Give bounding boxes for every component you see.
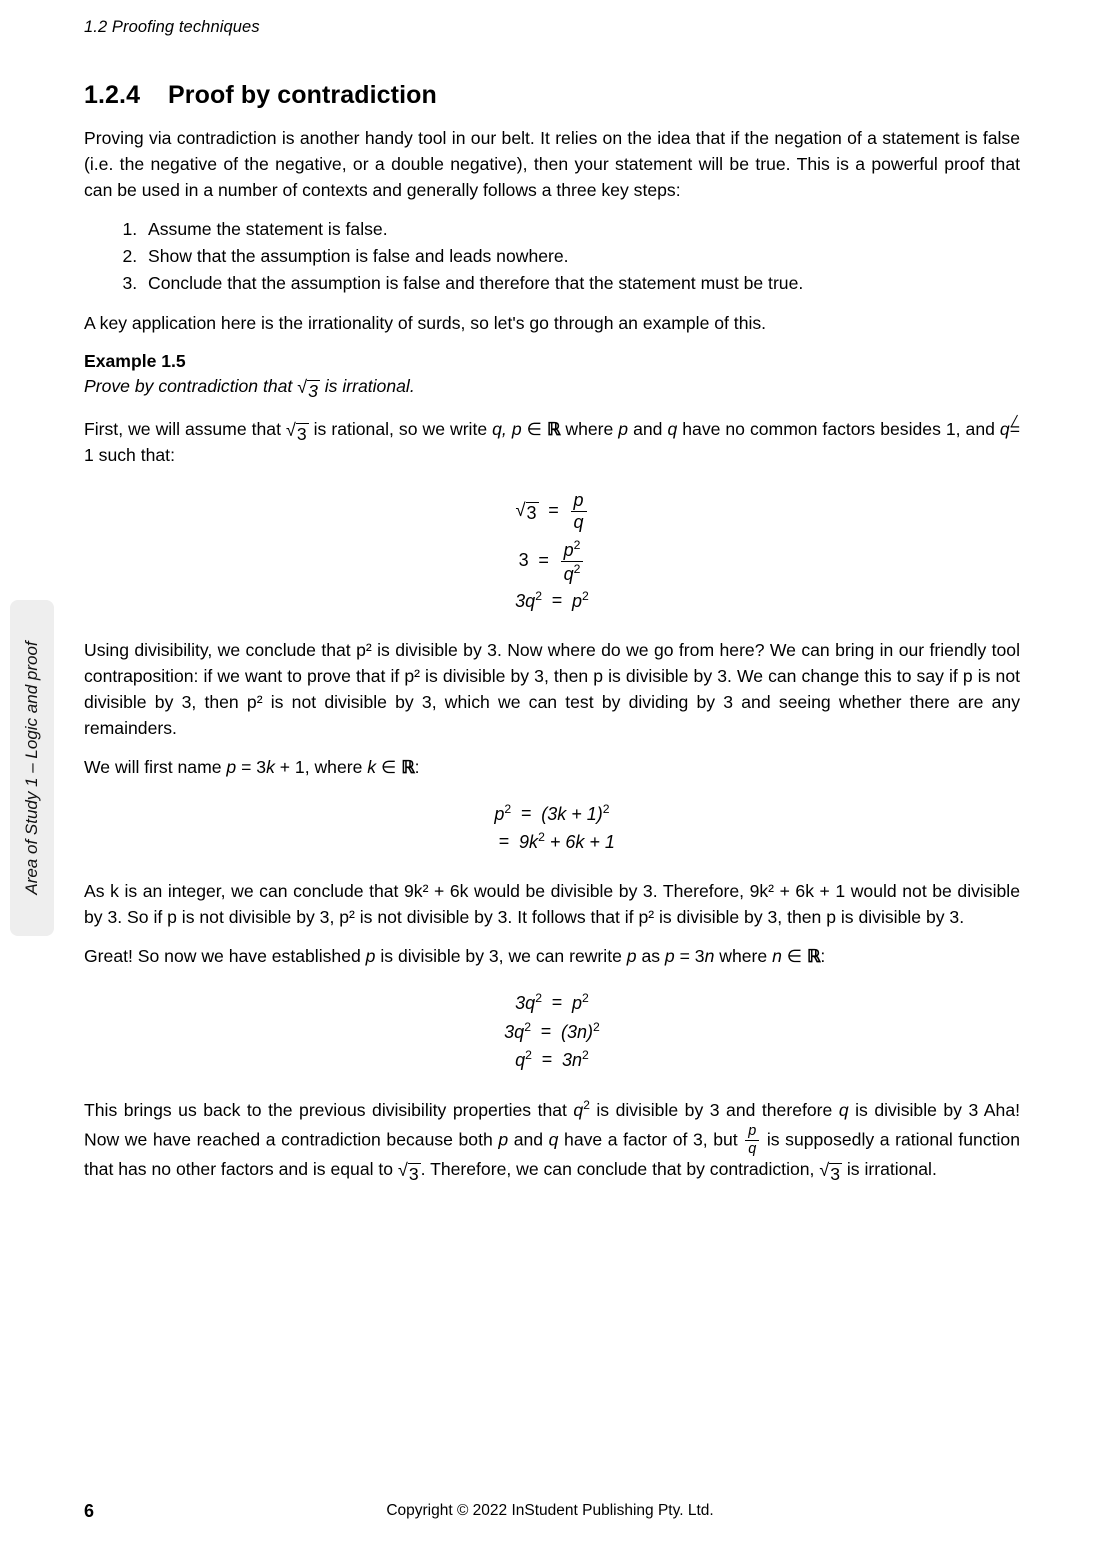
steps-list	[84, 217, 1020, 296]
var-q2: q	[999, 418, 1010, 439]
sqrt-radicand: 3	[408, 1164, 419, 1185]
var-q3: q	[548, 1129, 559, 1150]
equation-lhs: √ 3	[515, 498, 537, 523]
equation-line	[84, 539, 1020, 584]
rewrite-text-c: as	[636, 945, 665, 966]
equation-lhs: 3	[518, 550, 529, 571]
equation-block-3	[84, 992, 1020, 1071]
var-q2: q	[838, 1099, 849, 1120]
sqrt-icon: √ 3	[285, 419, 307, 444]
running-head: 1.2 Proofing techniques	[84, 18, 260, 36]
equals-sign: =	[551, 991, 563, 1012]
fraction-p-over-q	[745, 1124, 759, 1157]
equation-rhs	[551, 539, 586, 584]
name-p-paragraph	[84, 755, 1020, 781]
equation-line	[84, 1049, 1020, 1071]
assume-text-f: 1 such that:	[84, 445, 175, 466]
fraction-numerator: p	[573, 489, 584, 510]
fraction-numerator: p	[748, 1122, 757, 1139]
rewrite-text-a: Great! So now we have established	[84, 945, 366, 966]
conclusion-text-f: is supposedly a rational function that has no other factors and is equal to	[84, 1129, 1020, 1180]
list-item: 2. Show that the assumption is false and leads nowhere.	[142, 244, 1020, 269]
rewrite-text-b: is divisible by 3, we can rewrite	[375, 945, 627, 966]
var-p3: p	[664, 945, 675, 966]
equation-block-2	[84, 803, 1020, 854]
conclusion-text-d: and	[508, 1129, 549, 1150]
equation-lhs: $3q^2$	[515, 990, 542, 1013]
sqrt-icon: √ 3	[297, 377, 318, 402]
section-title-text: Proof by contradiction	[168, 81, 437, 109]
var-k2: k	[367, 756, 377, 777]
rewrite-text-f: :	[820, 945, 826, 966]
conclusion-text-a: This brings us back to the previous divisibility properties that	[84, 1099, 574, 1120]
var-n2: n	[772, 945, 782, 966]
assume-text-d: and	[628, 418, 668, 439]
rewrite-text-d: = 3	[674, 945, 705, 966]
conclusion-text-h: is irrational.	[841, 1159, 937, 1180]
divisibility-paragraph: Using divisibility, we conclude that p² is divisible by 3. Now where do we go from here? We can bring in our friendly tool contraposition: if we want to prove that if p² is divisible by 3, then p is divisible by 3. We can change this to say if p is not divisible by 3, then p² is not divisible by 3, which we can test by dividing by 3 and seeing whether there are any remainders.	[84, 640, 1020, 738]
equation-block-1	[84, 491, 1020, 612]
var-n: n	[704, 945, 715, 966]
equals-sign: =	[548, 500, 559, 521]
equation-line	[84, 831, 1020, 853]
equation-rhs: $(3n)^2$	[561, 1019, 600, 1042]
fraction-denominator: q	[571, 511, 587, 532]
assume-text-b: is rational, so we write	[308, 418, 493, 439]
assume-text-c: where	[560, 418, 619, 439]
fraction-denominator: $q^2$	[561, 561, 584, 584]
equation-lhs: $p^2$	[494, 801, 512, 824]
sqrt-icon: √ 3	[819, 1160, 840, 1185]
copyright-notice: Copyright © 2022 InStudent Publishing Pty. Ltd.	[386, 1502, 714, 1519]
element-of-symbol: ∈	[521, 418, 547, 439]
equation-lhs: $3q^2$	[504, 1019, 531, 1042]
sqrt-radicand: 3	[308, 381, 318, 402]
var-k: k	[266, 756, 275, 777]
element-of-symbol: ∈	[376, 756, 402, 777]
equals-sign: =	[538, 550, 549, 571]
rewrite-text-e: where	[714, 945, 773, 966]
conclusion-text-c: is divisible by 3 Aha! Now we have reached a contradiction because both	[84, 1099, 1020, 1150]
sqrt-radicand: 3	[296, 423, 307, 444]
equals-sign: =	[541, 1049, 553, 1070]
name-p-text-b: = 3	[236, 756, 267, 777]
conclusion-text-g: . Therefore, we can conclude that by contradiction,	[420, 1159, 820, 1180]
element-of-symbol: ∈	[781, 945, 807, 966]
var-q: q	[667, 418, 678, 439]
assume-paragraph	[84, 417, 1020, 469]
assume-text-e: have no common factors besides 1, and	[677, 418, 1000, 439]
equals-sign: =	[551, 590, 563, 611]
equation-line	[84, 803, 1020, 825]
equals-sign: =	[498, 831, 510, 852]
example-heading: Example 1.5	[84, 351, 186, 372]
name-p-text-c: + 1, where	[274, 756, 368, 777]
equals-sign: =	[540, 1020, 552, 1041]
equation-rhs	[561, 491, 589, 532]
equation-lhs: $q^2$	[515, 1048, 532, 1071]
sqrt-icon: √ 3	[397, 1160, 419, 1185]
var-q1: q	[573, 1099, 584, 1120]
example-statement-pre: Prove by contradiction that	[84, 376, 298, 397]
equation-rhs: $p^2$	[572, 589, 589, 612]
integer-paragraph: As k is an integer, we can conclude that 9k² + 6k would be divisible by 3. Therefore, 9k² + 6k + 1 would not be divisible by 3. So if p is not divisible by 3, p² is not divisible by 3. It follows that if p² is divisible by 3, then p is divisible by 3.	[84, 881, 1020, 927]
application-paragraph: A key application here is the irrationality of surds, so let's go through an example of this.	[84, 313, 767, 334]
equation-rhs: $3n^2$	[561, 1048, 589, 1071]
page-title	[84, 81, 1020, 110]
equation-line	[84, 590, 1020, 612]
fraction-denominator: q	[745, 1140, 759, 1157]
var-p: p	[365, 945, 376, 966]
name-p-text-a: We will first name	[84, 756, 227, 777]
equation-line	[84, 1021, 1020, 1043]
page-number: 6	[84, 1501, 95, 1521]
var-qp: q, p	[492, 418, 522, 439]
sqrt-radicand: 3	[830, 1164, 840, 1185]
equation-rhs: $p^2$	[572, 990, 589, 1013]
conclusion-text-e: have a factor of 3, but	[558, 1129, 744, 1150]
equation-lhs: $3q^2$	[515, 589, 542, 612]
side-tab-label: Area of Study 1 – Logic and proof	[22, 641, 41, 895]
intro-paragraph: Proving via contradiction is another handy tool in our belt. It relies on the idea that if the negation of a statement is false (i.e. the negative of the negative, or a double negative), then your statement will be true. This is a powerful proof that can be used in a number of contexts and generally follows a three key steps:	[84, 128, 1020, 200]
equals-sign: =	[520, 802, 532, 823]
equation-rhs: $9k^2 + 6k + 1$	[519, 830, 615, 853]
rewrite-paragraph	[84, 944, 1020, 970]
example-statement	[84, 376, 1020, 400]
side-tab	[10, 600, 54, 936]
var-p2: p	[626, 945, 637, 966]
equation-line	[84, 992, 1020, 1014]
reals-symbol: ℝ	[401, 756, 415, 777]
assume-text-a: First, we will assume that	[84, 418, 286, 439]
not-equal-icon: =	[1010, 417, 1020, 443]
reals-symbol: ℝ	[806, 945, 821, 966]
reals-symbol: ℝ	[546, 418, 561, 439]
list-item: 3. Conclude that the assumption is false and therefore that the statement must be true.	[142, 271, 1020, 296]
example-statement-post: is irrational.	[319, 376, 415, 397]
page-content	[84, 0, 1020, 1196]
equation-line	[84, 491, 1020, 532]
var-p: p	[498, 1129, 509, 1150]
var-p: p	[618, 418, 629, 439]
conclusion-text-b: is divisible by 3 and therefore	[589, 1099, 839, 1120]
fraction-numerator: $p^2$	[563, 537, 581, 560]
name-p-text-d: :	[414, 756, 420, 777]
sqrt-radicand: 3	[526, 502, 537, 523]
var-p: p	[226, 756, 237, 777]
equation-rhs: $(3k + 1)^2$	[541, 801, 610, 824]
conclusion-paragraph: This brings us back to the previous divisibility properties that $q^2$ is divisible by 3 and therefore q is divisible by 3 Aha! Now we have reached a contradiction because both p and q have a factor of 3, but $\frac{p}{q}$ is supposedly a rational function that has no other factors and is equal to √ 3 . Therefore, we can conclude that by contradiction, √ 3 is irrational.	[84, 1098, 1020, 1185]
list-item: 1. Assume the statement is false.	[142, 217, 1020, 242]
section-number: 1.2.4	[84, 81, 141, 109]
